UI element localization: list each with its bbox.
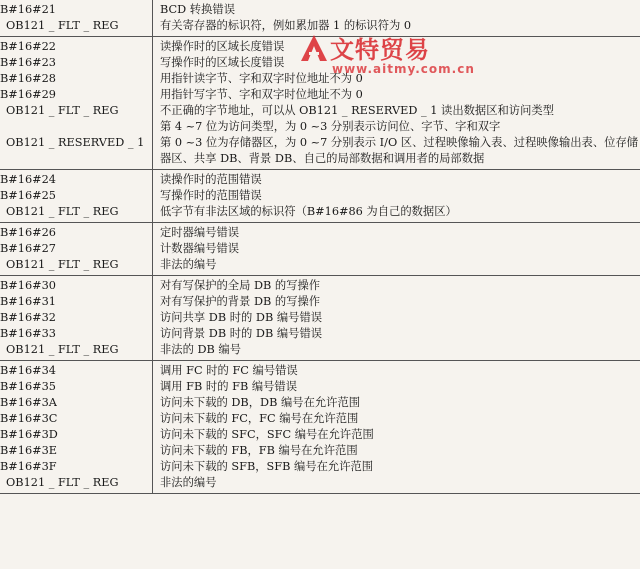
table-row bbox=[0, 276, 640, 361]
description-line: 有关寄存器的标识符，例如累加器 1 的标识符为 0 bbox=[160, 19, 412, 32]
error-code: OB121 _ FLT _ REG bbox=[6, 258, 119, 271]
error-code: OB121 _ FLT _ REG bbox=[6, 205, 119, 218]
description-line: BCD 转换错误 bbox=[160, 3, 235, 16]
code-cell bbox=[0, 170, 153, 223]
table-row bbox=[0, 170, 640, 223]
error-code: B#16#3C bbox=[0, 412, 58, 425]
code-cell bbox=[0, 0, 153, 37]
description-line: 访问未下载的 DB，DB 编号在允许范围 bbox=[160, 396, 361, 409]
description-cell bbox=[153, 276, 640, 361]
watermark-title: 文特贸易 bbox=[330, 36, 430, 64]
description-line: 非法的编号 bbox=[160, 258, 217, 271]
description-cell bbox=[153, 0, 640, 37]
error-code: B#16#24 bbox=[0, 173, 56, 186]
description-line: 对有写保护的背景 DB 的写操作 bbox=[160, 295, 321, 308]
code-cell bbox=[0, 361, 153, 494]
error-code: B#16#34 bbox=[0, 364, 56, 377]
error-code: B#16#3A bbox=[0, 396, 57, 409]
description-line: 读操作时的范围错误 bbox=[160, 173, 262, 186]
description-line: 写操作时的范围错误 bbox=[160, 189, 262, 202]
description-line: 访问共享 DB 时的 DB 编号错误 bbox=[160, 311, 323, 324]
error-code: OB121 _ FLT _ REG bbox=[6, 19, 119, 32]
description-line: 读操作时的区域长度错误 bbox=[160, 40, 285, 53]
description-line: 非法的 DB 编号 bbox=[160, 343, 242, 356]
error-code: B#16#28 bbox=[0, 72, 56, 85]
error-code: B#16#32 bbox=[0, 311, 56, 324]
description-cell bbox=[153, 37, 640, 170]
description-cell bbox=[153, 170, 640, 223]
error-code: B#16#23 bbox=[0, 56, 56, 69]
code-cell bbox=[0, 223, 153, 276]
error-code: OB121 _ RESERVED _ 1 bbox=[6, 136, 145, 149]
error-code: B#16#29 bbox=[0, 88, 56, 101]
error-code: B#16#21 bbox=[0, 3, 56, 16]
table-row bbox=[0, 0, 640, 37]
description-line: 第 4 ~7 位为访问类型，为 0 ~3 分别表示访问位、字节、字和双字 bbox=[160, 120, 501, 133]
description-line: 写操作时的区域长度错误 bbox=[160, 56, 285, 69]
error-code: OB121 _ FLT _ REG bbox=[6, 343, 119, 356]
description-line: 访问背景 DB 时的 DB 编号错误 bbox=[160, 327, 323, 340]
description-line: 非法的编号 bbox=[160, 476, 217, 489]
error-code: B#16#31 bbox=[0, 295, 56, 308]
description-line: 不正确的字节地址，可以从 OB121 _ RESERVED _ 1 读出数据区和访问类型 bbox=[160, 104, 554, 117]
table-row bbox=[0, 37, 640, 170]
description-line: 第 0 ~3 位为存储器区，为 0 ~7 分别表示 I/O 区、过程映像输入表、过程映像输出表、位存储器区、共享 DB、背景 DB、自己的局部数据和调用者的局部数据 bbox=[160, 136, 639, 165]
error-code: B#16#3E bbox=[0, 444, 58, 457]
error-code: B#16#3F bbox=[0, 460, 57, 473]
error-code: B#16#27 bbox=[0, 242, 56, 255]
description-line: 用指针写字节、字和双字时位地址不为 0 bbox=[160, 88, 363, 101]
code-cell bbox=[0, 276, 153, 361]
error-code: OB121 _ FLT _ REG bbox=[6, 104, 119, 117]
description-line: 调用 FC 时的 FC 编号错误 bbox=[160, 364, 298, 377]
description-line: 定时器编号错误 bbox=[160, 226, 240, 239]
description-line: 低字节有非法区域的标识符（B#16#86 为自己的数据区） bbox=[160, 205, 457, 218]
description-line: 对有写保护的全局 DB 的写操作 bbox=[160, 279, 321, 292]
description-line: 访问未下载的 SFC，SFC 编号在允许范围 bbox=[160, 428, 374, 441]
error-code: B#16#30 bbox=[0, 279, 56, 292]
description-cell bbox=[153, 361, 640, 494]
description-line: 访问未下载的 FC，FC 编号在允许范围 bbox=[160, 412, 359, 425]
error-code: B#16#35 bbox=[0, 380, 56, 393]
error-code: B#16#3D bbox=[0, 428, 58, 441]
error-code: B#16#25 bbox=[0, 189, 56, 202]
table-row bbox=[0, 223, 640, 276]
description-line: 计数器编号错误 bbox=[160, 242, 240, 255]
description-line: 访问未下载的 FB，FB 编号在允许范围 bbox=[160, 444, 358, 457]
description-cell bbox=[153, 223, 640, 276]
description-line: 用指针读字节、字和双字时位地址不为 0 bbox=[160, 72, 363, 85]
error-code bbox=[0, 119, 152, 135]
watermark-url: www.aitmy.com.cn bbox=[332, 62, 475, 76]
description-line: 访问未下载的 SFB，SFB 编号在允许范围 bbox=[160, 460, 374, 473]
error-code: OB121 _ FLT _ REG bbox=[6, 476, 119, 489]
error-code: B#16#26 bbox=[0, 226, 56, 239]
code-cell bbox=[0, 37, 153, 170]
error-code: B#16#33 bbox=[0, 327, 56, 340]
description-line: 调用 FB 时的 FB 编号错误 bbox=[160, 380, 298, 393]
error-code: B#16#22 bbox=[0, 40, 56, 53]
table-row bbox=[0, 361, 640, 494]
